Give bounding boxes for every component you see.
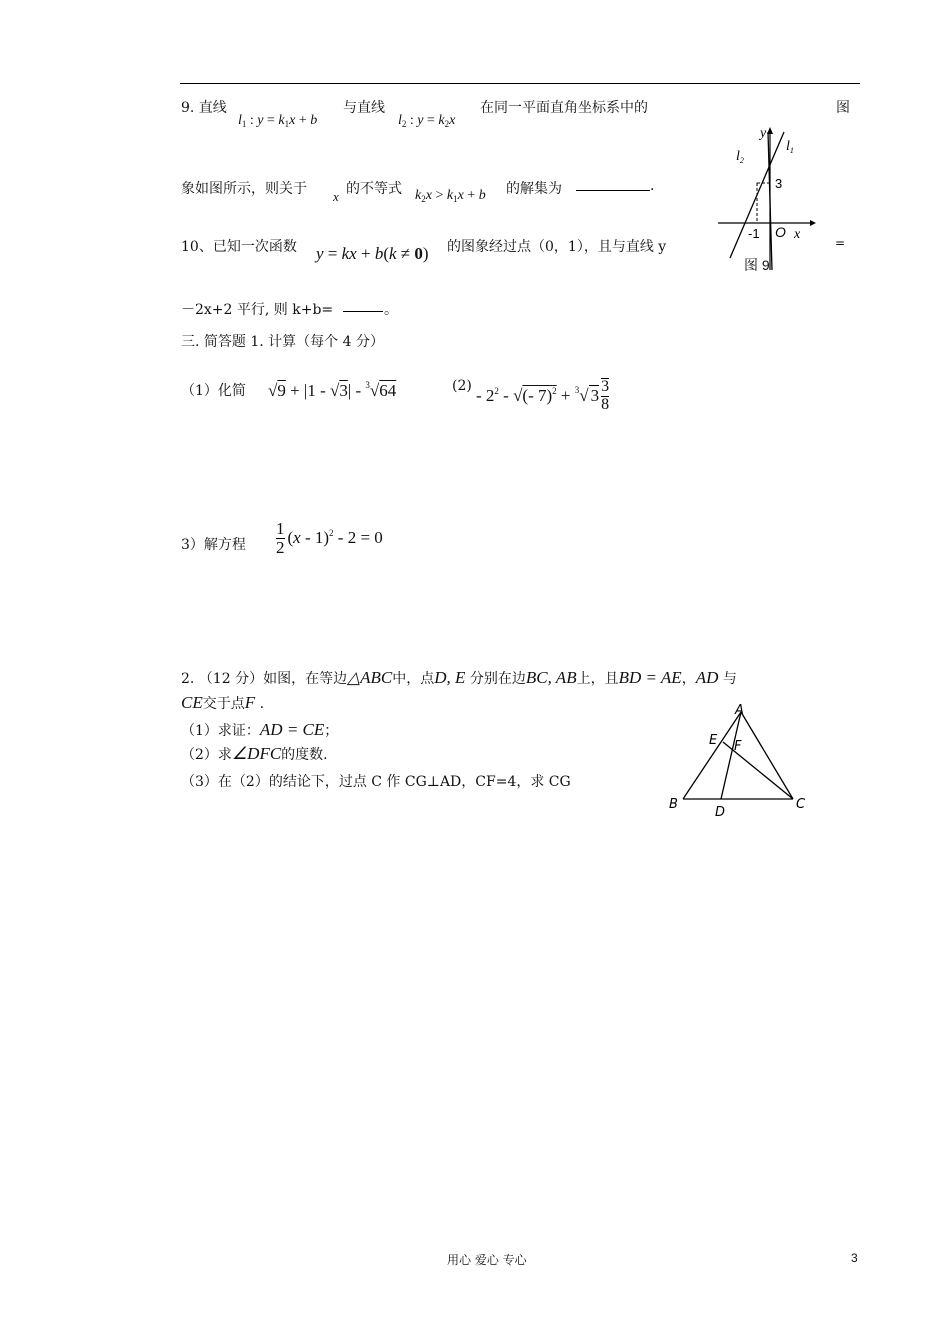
- calc-3-label: 3）解方程: [181, 537, 246, 553]
- label-e: E: [709, 733, 718, 748]
- q9-prefix: 9. 直线: [181, 100, 227, 116]
- figure-9-caption: 图 9: [744, 257, 770, 273]
- section-3-title: 三. 简答题 1. 计算（每个 4 分）: [181, 334, 384, 350]
- page-number: 3: [851, 1251, 858, 1265]
- q9-tu: 图: [836, 100, 850, 116]
- calc-2-expression: - $2^2$ - √(- 7)$^2$ + $^3$√ 3 $\frac{3}{8}$: [476, 378, 610, 413]
- label-d: D: [715, 805, 726, 820]
- calc-2-label: (2): [452, 378, 472, 394]
- q9-line2a: 象如图所示，则关于: [181, 181, 307, 197]
- label-c: C: [796, 797, 806, 812]
- q9-ineq: $k_2x > k_1x + b$: [415, 188, 486, 204]
- tick-neg1: -1: [748, 226, 760, 241]
- q2-line1: 2. （12 分）如图，在等边△ABC中，点D, E 分别在边BC, AB上，且BD = AE，AD 与: [181, 668, 737, 687]
- q10-formula: y = kx + b(k ≠ 0): [316, 244, 429, 263]
- figure-triangle: [665, 700, 815, 825]
- origin-label: O: [775, 224, 786, 240]
- label-b: B: [669, 797, 678, 812]
- calc-1-expression: √9 + |1 - √3| - $^3$√64: [268, 380, 397, 400]
- label-a: A: [735, 703, 744, 718]
- q10-suffix: 的图象经过点（0，1），且与直线 y: [447, 239, 667, 255]
- calc-1-label: （1）化简: [181, 383, 246, 399]
- l1-label: $l_1$: [786, 139, 794, 155]
- q2-sub1: （1）求证：AD = CE；: [181, 720, 339, 739]
- q10-blank: [343, 299, 383, 316]
- y-label: y: [760, 126, 767, 141]
- x-label: x: [794, 227, 801, 242]
- figure-9: [710, 120, 830, 275]
- q9-line2c: 的解集为: [506, 181, 562, 197]
- q9-var-x: x: [333, 189, 339, 204]
- q10-line2a: －2x+2 平行, 则 k+b=: [181, 302, 334, 318]
- calc-3-equation: $\frac{1}{2}$ (x - 1)$^2$ - 2 = 0: [276, 519, 383, 557]
- q9-answer-blank: [576, 178, 650, 195]
- side-ab: [683, 712, 741, 799]
- q2-line2: CE交于点F .: [181, 693, 265, 712]
- q9-end: .: [650, 178, 655, 194]
- q9-l1: $l_1$ : $y = k_1x + b$: [238, 113, 318, 129]
- q10-prefix: 10、已知一次函数: [181, 239, 297, 255]
- q10-line2b: 。: [384, 302, 398, 318]
- header-rule: [180, 83, 860, 84]
- q2-sub2: （2）求∠DFC的度数.: [181, 744, 328, 763]
- q9-line2b: 的不等式: [346, 181, 402, 197]
- q9-suffix: 在同一平面直角坐标系中的: [480, 100, 648, 116]
- tick-3: 3: [775, 176, 783, 191]
- footer-center: 用心 爱心 专心: [447, 1253, 527, 1267]
- q2-sub3: （3）在（2）的结论下，过点 C 作 CG⊥AD，CF=4，求 CG: [181, 774, 571, 790]
- segment-ad: [721, 712, 741, 799]
- l2-label: $l_2$: [736, 149, 744, 165]
- q9-between: 与直线: [343, 100, 385, 116]
- side-ac: [741, 712, 793, 799]
- q10-eq: =: [835, 236, 846, 250]
- q9-l2: $l_2$ : $y = k_2x$: [398, 113, 456, 129]
- x-axis-arrow: [810, 220, 816, 226]
- label-f: F: [734, 739, 742, 754]
